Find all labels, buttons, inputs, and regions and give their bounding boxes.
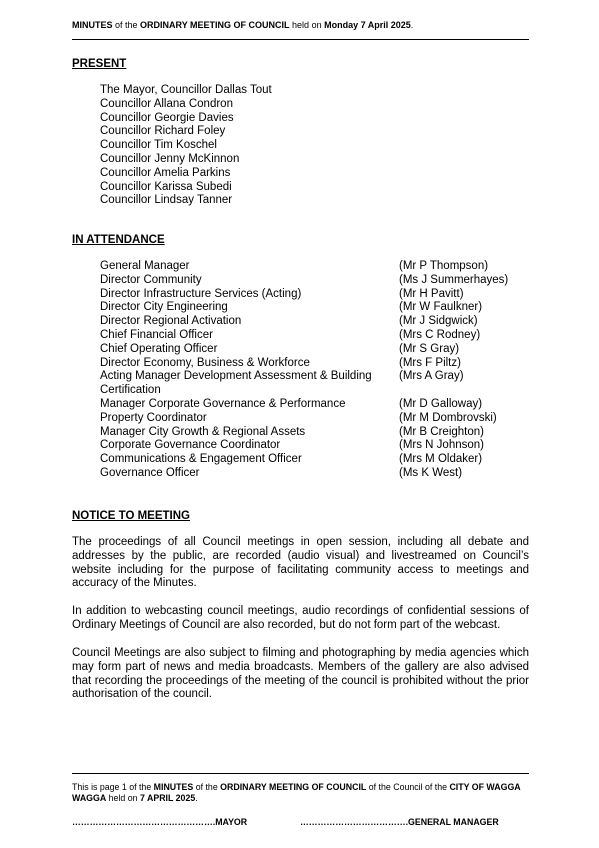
attendance-name: (Mr S Gray) — [399, 342, 460, 355]
header-text: of the — [112, 20, 141, 30]
present-member: Councillor Allana Condron — [100, 97, 233, 110]
header-divider — [72, 39, 529, 40]
attendance-name: (Mrs M Oldaker) — [399, 453, 483, 466]
attendance-name: (Ms K West) — [399, 466, 463, 479]
attendance-name: (Mrs F Piltz) — [399, 356, 461, 369]
present-member: Councillor Lindsay Tanner — [100, 194, 233, 207]
attendance-name: (Mr D Galloway) — [399, 397, 483, 410]
footer-date: 7 APRIL 2025 — [139, 793, 196, 803]
attendance-name: (Mr P Thompson) — [399, 260, 489, 272]
present-member: Councillor Richard Foley — [100, 125, 226, 138]
footer-text: . — [195, 793, 198, 803]
attendance-name: (Mr B Creighton) — [399, 425, 484, 438]
footer-divider — [72, 773, 529, 774]
attendance-table — [100, 260, 530, 481]
notice-paragraph: Council Meetings are also subject to filming and photographing by media agencies which may form part of news and media broadcasts. Members of the gallery are also advised that recording the proceedings of the meeting of the council is prohibited without the prior authorisation of the council. — [72, 647, 529, 701]
footer-council-name: CITY OF WAGGA WAGGA — [72, 782, 521, 803]
attendance-name: (Mr H Pavitt) — [399, 287, 464, 300]
present-member: Councillor Jenny McKinnon — [100, 152, 240, 165]
attendance-role: Chief Operating Officer — [100, 342, 218, 355]
attendance-role: Director City Engineering — [100, 301, 228, 314]
header-text: . — [410, 20, 414, 30]
mayor-signature-line: ………………………………………….MAYOR — [72, 817, 248, 827]
present-member: The Mayor, Councillor Dallas Tout — [100, 84, 272, 96]
header-meeting-type: ORDINARY MEETING OF COUNCIL — [140, 20, 290, 30]
present-member: Councillor Tim Koschel — [100, 139, 217, 152]
attendance-role: Director Economy, Business & Workforce — [100, 356, 310, 369]
present-list — [100, 84, 272, 208]
page-header — [72, 20, 413, 30]
attendance-row — [100, 343, 530, 357]
attendance-row — [100, 301, 530, 315]
present-member: Councillor Georgie Davies — [100, 111, 234, 124]
present-member: Councillor Karissa Subedi — [100, 180, 232, 193]
attendance-role: General Manager — [100, 260, 190, 272]
attendance-role: Director Community — [100, 273, 202, 286]
attendance-row — [100, 398, 530, 412]
footer-text: of the Council of the — [366, 782, 450, 792]
attendance-row — [100, 412, 530, 426]
attendance-row — [100, 260, 530, 274]
general-manager-signature-line: ……………………………….GENERAL MANAGER — [300, 817, 499, 827]
attendance-row — [100, 357, 530, 371]
attendance-row — [100, 288, 530, 302]
attendance-role: Manager Corporate Governance & Performance — [100, 397, 346, 410]
footer-minutes: MINUTES — [153, 782, 194, 792]
attendance-role: Manager City Growth & Regional Assets — [100, 425, 306, 438]
attendance-role: Property Coordinator — [100, 411, 207, 424]
header-minutes: MINUTES — [72, 20, 113, 30]
attendance-role: Director Regional Activation — [100, 315, 242, 328]
header-text: held on — [289, 20, 325, 30]
attendance-name: (Mrs C Rodney) — [399, 328, 481, 341]
attendance-name: (Mrs N Johnson) — [399, 439, 484, 452]
attendance-row — [100, 439, 530, 453]
notice-heading: NOTICE TO MEETING — [72, 510, 190, 522]
attendance-role: Corporate Governance Coordinator — [100, 439, 281, 452]
footer-meeting-type: ORDINARY MEETING OF COUNCIL — [220, 782, 367, 792]
header-date: Monday 7 April 2025 — [324, 20, 411, 30]
attendance-role: Chief Financial Officer — [100, 328, 213, 341]
attendance-name: (Mrs A Gray) — [399, 370, 464, 383]
attendance-row — [100, 453, 530, 467]
attendance-row — [100, 329, 530, 343]
footer-text: This is page 1 of the — [72, 782, 154, 792]
page-footer — [72, 782, 529, 804]
attendance-role: Communications & Engagement Officer — [100, 453, 302, 466]
present-heading: PRESENT — [72, 58, 127, 70]
notice-paragraph: The proceedings of all Council meetings in open session, including all debate and addresses by the public, are recorded (audio visual) and livestreamed on Council’s website including for the purpose of facilitating community access to meetings and accuracy of the Minutes. — [72, 536, 529, 590]
attendance-row — [100, 426, 530, 440]
attendance-row — [100, 315, 530, 329]
attendance-row — [100, 467, 530, 481]
attendance-row — [100, 370, 530, 398]
footer-text: held on — [106, 793, 140, 803]
notice-paragraph: In addition to webcasting council meetings, audio recordings of confidential sessions of Ordinary Meetings of Council are also recorded, but do not form part of the webcast. — [72, 605, 529, 631]
attendance-role: Acting Manager Development Assessment & Building Certification — [100, 370, 372, 397]
attendance-name: (Mr W Faulkner) — [399, 301, 483, 314]
attendance-heading: IN ATTENDANCE — [72, 234, 165, 246]
attendance-role: Governance Officer — [100, 466, 200, 479]
footer-text: of the — [193, 782, 221, 792]
present-member: Councillor Amelia Parkins — [100, 166, 231, 179]
attendance-row — [100, 274, 530, 288]
attendance-name: (Ms J Summerhayes) — [399, 273, 509, 286]
attendance-role: Director Infrastructure Services (Acting) — [100, 287, 302, 300]
attendance-name: (Mr J Sidgwick) — [399, 315, 478, 328]
attendance-name: (Mr M Dombrovski) — [399, 411, 497, 424]
